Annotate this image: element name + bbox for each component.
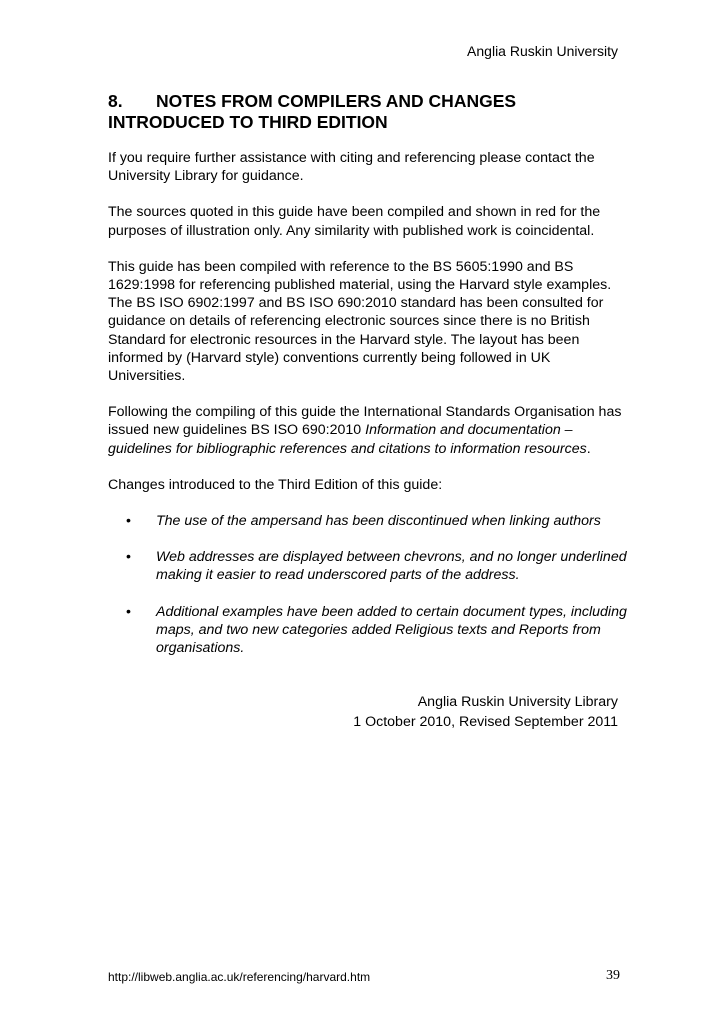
section-title-line1: NOTES FROM COMPILERS AND CHANGES (156, 91, 517, 111)
bullet-icon: • (126, 549, 131, 566)
paragraph-changes-intro: Changes introduced to the Third Edition of this guide: (108, 476, 443, 493)
signoff-date: 1 October 2010, Revised September 2011 (353, 714, 618, 730)
paragraph-standards: This guide has been compiled with reference to the BS 5605:1990 and BS 1629:1998 for referencing published material, using the Harvard style examples. The BS ISO 6902:1997 and BS ISO 690:2010 standard has been consulted for guidance on details of referencing electronic sources since there is no British Standard for electronic resources in the Harvard style. The layout has been informed by (Harvard style) conventions currently being followed in UK Universities. (108, 258, 612, 385)
section-number: 8. (108, 91, 123, 111)
footer-url: http://libweb.anglia.ac.uk/referencing/harvard.htm (108, 970, 371, 984)
paragraph-sources: The sources quoted in this guide have been compiled and shown in red for the purposes of illustration only. Any similarity with published work is coincidental. (108, 204, 601, 239)
iso-text: Following the compiling of this guide the International Standards Organisation has issued new guidelines BS ISO 690:2010 (108, 404, 622, 439)
list-item (108, 603, 628, 658)
iso-title: Information and documentation – guidelines for bibliographic references and citations to information resources (108, 422, 587, 457)
page-number: 39 (606, 968, 620, 983)
bullet-icon: • (126, 603, 131, 620)
list-item-text: Web addresses are displayed between chevrons, and no longer underlined making it easier to read underscored parts of the address. (156, 549, 627, 584)
list-item-text: The use of the ampersand has been discontinued when linking authors (156, 513, 601, 530)
body-text (108, 149, 628, 675)
paragraph-iso-guidelines (108, 403, 628, 458)
signoff-org: Anglia Ruskin University Library (417, 694, 618, 710)
section-title-line2: INTRODUCED TO THIRD EDITION (108, 112, 388, 132)
signoff (353, 692, 618, 732)
bullet-icon: • (126, 513, 131, 530)
running-header: Anglia Ruskin University (467, 43, 618, 59)
list-item (108, 548, 628, 584)
changes-list (108, 512, 628, 657)
list-item (108, 512, 628, 530)
list-item-text: Additional examples have been added to certain document types, including maps, and two new categories added Religious texts and Reports from organisations. (156, 603, 627, 657)
paragraph-assistance: If you require further assistance with citing and referencing please contact the University Library for guidance. (108, 150, 595, 185)
iso-end: . (586, 440, 591, 457)
section-heading (108, 91, 628, 133)
